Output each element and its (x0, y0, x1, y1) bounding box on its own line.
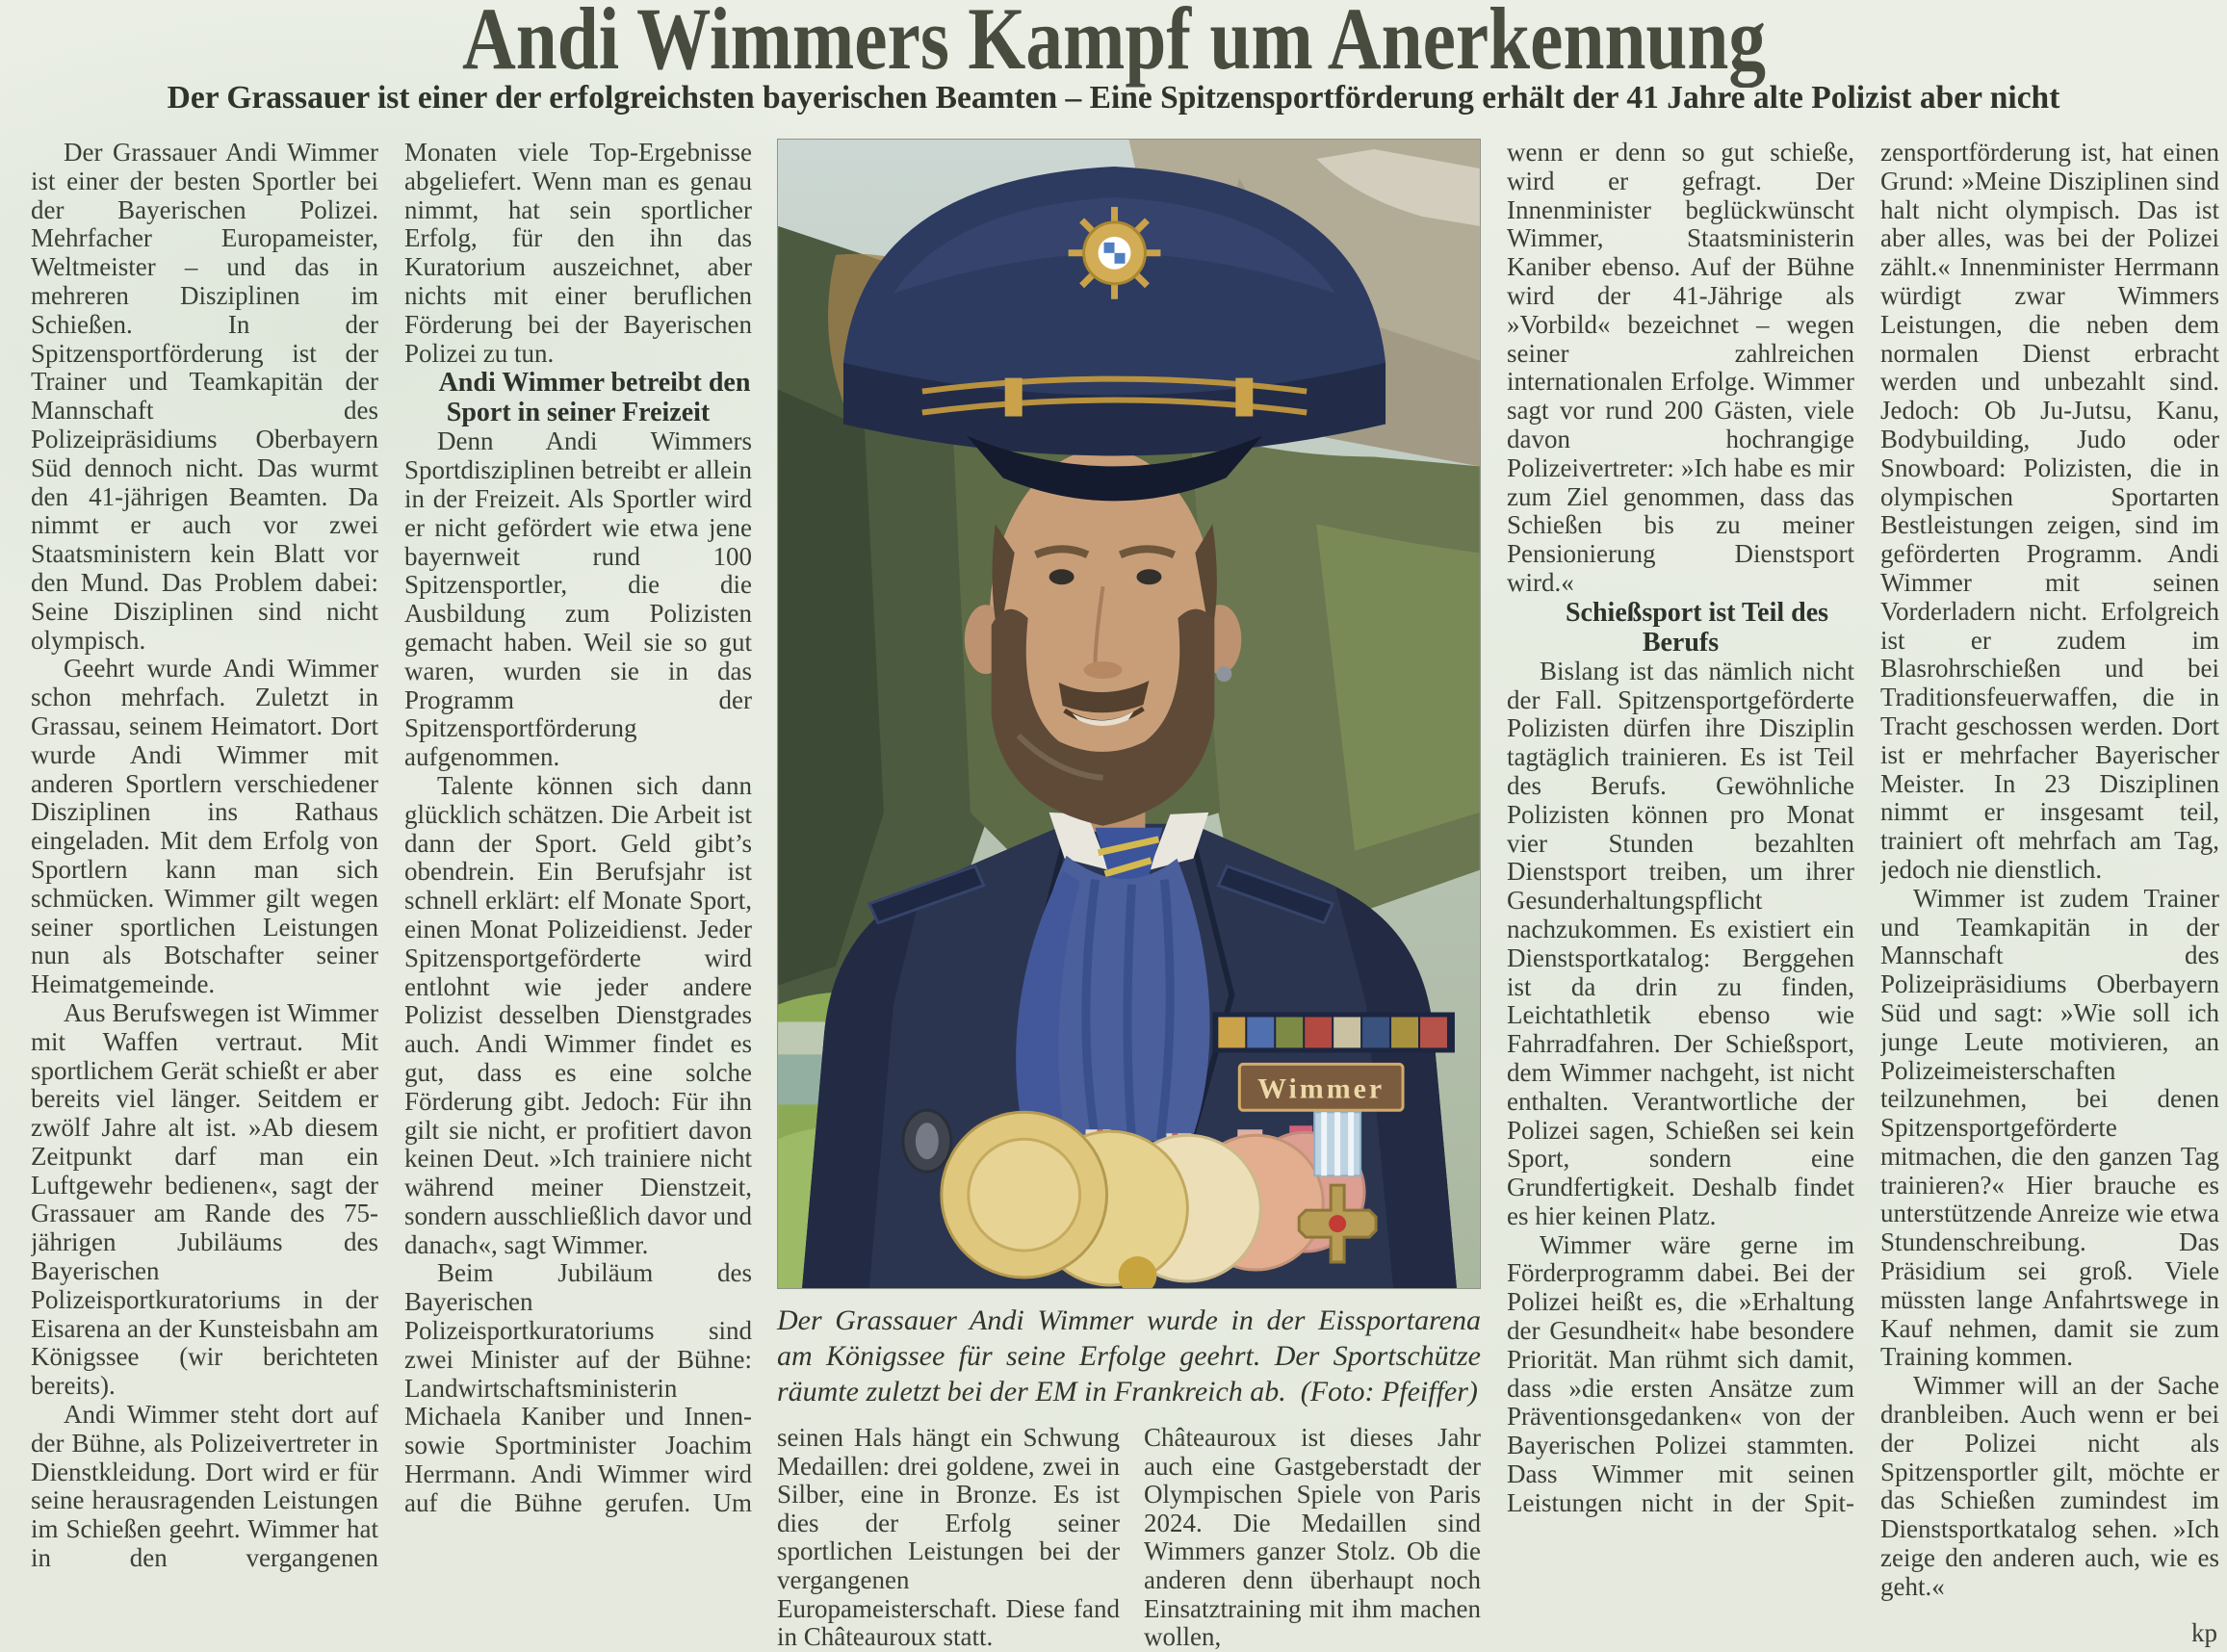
article-column-5 (1880, 139, 2219, 1652)
photo-caption (777, 1303, 1481, 1409)
body-paragraph: Der Grassauer Andi Wimmer ist einer der besten Sportler bei der Bayerischen Polizei. Mehrfacher Europameister, Weltmeister – und das in mehreren Disziplinen im Schießen. In der Spitzensportförderung ist der Trainer und Teamkapitän der Mannschaft des Polizeipräsidiums Oberbayern Süd dennoch nicht. Das wurmt den 41-jährigen Beamten. Da nimmt er auch vor zwei Staatsministern kein Blatt vor den Mund. Das Problem dabei: Seine Disziplinen sind nicht olympisch. (31, 139, 378, 655)
body-paragraph: wenn er denn so gut schieße, wird er gefragt. Der Innenminister beglückwünscht Wimmer, Staatsministerin Kaniber ebenso. Auf der Bühne wird der 41-Jährige als »Vorbild« bezeichnet – wegen seiner zahlreichen internationalen Erfolge. Wimmer sagt vor rund 200 Gästen, viele davon hochrangige Polizeivertreter: »Ich habe es mir zum Ziel genommen, dass das Schießen bis zu meiner Pensionierung Dienstsport wird.« (1507, 139, 1854, 597)
chest-badge (903, 1110, 951, 1172)
cap-badge-icon (1069, 207, 1161, 299)
name-tag (1239, 1064, 1403, 1110)
cord-slide (1235, 378, 1253, 417)
eye (1049, 569, 1075, 584)
photo-caption-text: Der Grassauer Andi Wimmer wurde in der Eissportarena am Königssee für seine Erfolge geehrt. Der Sportschütze räumte zuletzt bei der EM in Frankreich ab. (777, 1304, 1481, 1407)
article-column-3-right (1144, 1424, 1481, 1652)
page-title: Andi Wimmers Kampf um Anerkennung (461, 0, 1766, 88)
body-paragraph: Bislang ist das nämlich nicht der Fall. Spitzensportgeförderte Polizisten dürfen ihre Disziplin tagtäglich trainieren. Es ist Teil des Berufs. Gewöhnliche Polizisten können pro Monat vier Stunden bezahlten Dienstsport treiben, um ihrer Gesunderhaltungspflicht nachzukommen. Es existiert ein Dienstsportkatalog: Berggehen ist da drin zu finden, Leichtathletik ebenso wie Fahrradfahren. Der Schießsport, dem Wimmer nachgeht, ist nicht enthalten. Verantwortliche der Polizei sagen, Schießen sei kein Sport, sondern eine Grundfertigkeit. Deshalb findet es hier keinen Platz. (1507, 656, 1854, 1230)
body-paragraph: Talente können sich dann glücklich schätzen. Die Arbeit ist dann der Sport. Geld gibt’s obendrein. Ein Berufsjahr ist schnell erklärt: elf Monate Sport, einen Monat Polizeidienst. Jeder Spitzensportgeförderte wird entlohnt wie jeder andere Polizist desselben Dienstgrades auch. Andi Wimmer findet es gut, dass es eine solche Förderung gibt. Jedoch: Für ihn gilt sie nicht, er profitiert davon keinen Deut. »Ich trainiere nicht während meiner Dienstzeit, sondern ausschließlich davor und danach«, sagt Wimmer. (404, 770, 752, 1259)
article-photo (777, 139, 1481, 1289)
body-paragraph: Aus Berufswegen ist Wimmer mit Waffen vertraut. Mit sportlichem Gerät schießt er aber bereits viel länger. Seitdem er zwölf Jahre alt ist. »Ab diesem Zeitpunkt darf man ein Luftgewehr bedienen«, sagt der Grassauer am Rande des 75-jährigen Jubiläums des Bayerischen Polizeisportkuratoriums in der Eisarena an der Kunsteisbahn am Königssee (wir berichteten bereits). (31, 997, 378, 1401)
body-paragraph: Monaten viele Top-Ergebnisse abgeliefert. Wenn man es genau nimmt, hat sein sportlicher Erfolg, für den ihn das Kuratorium auszeichnet, aber nichts mit einer beruflichen Förderung bei der Bayerischen Polizei zu tun. (404, 139, 752, 368)
name-tag-label: Wimmer (1257, 1072, 1385, 1105)
article-column-4 (1507, 139, 1854, 1652)
body-paragraph: zensportförderung ist, hat einen Grund: »Meine Disziplinen sind halt nicht olympisch. Das ist aber alles, was bei der Polizei zählt.« Innenminister Herrmann würdigt zwar Wimmers Leistungen, die neben dem normalen Dienst erbracht werden und unbezahlt sind. Jedoch: Ob Ju-Jutsu, Kanu, Bodybuilding, Judo oder Snowboard: Polizisten, die in olympischen Sportarten Bestleistungen zeigen, sind im geförderten Programm. Andi Wimmer mit seinen Vorderladern nicht. Erfolgreich ist er zudem im Blasrohrschießen und bei Traditionsfeuerwaffen, die in Tracht geschossen werden. Dort ist er mehrfacher Bayerischer Meister. In 23 Disziplinen nimmt er insgesamt teil, trainiert oft mehrfach am Tag, jedoch nie dienstlich. (1880, 139, 2219, 884)
section-subhead: Andi Wimmer betreibt den Sport in seiner Freizeit (438, 368, 751, 428)
body-paragraph: Wimmer will an der Sache dranbleiben. Auch wenn er bei der Polizei nicht als Spitzensportler gilt, möchte er das Schießen zumindest im Dienstsportkatalog sehen. »Ich zeige den anderen auch, wie es geht.« (1880, 1371, 2219, 1601)
section-subhead: Schießsport ist Teil des Berufs (1565, 597, 1829, 658)
eye (1136, 569, 1161, 584)
nose-tip (1084, 661, 1123, 679)
ribbon-bar (1212, 1012, 1455, 1052)
cord-slide (1005, 378, 1023, 417)
article-column-3-left (777, 1424, 1120, 1652)
article-column-1 (31, 139, 378, 1652)
body-paragraph: Denn Andi Wimmers Sportdisziplinen betreibt er allein in der Freizeit. Als Sportler wird er nicht gefördert wie etwa jene bayernweit rund 100 Spitzensportler, die die Ausbildung zum Polizisten gemacht haben. Weil sie so gut waren, wurden sie in das Programm der Spitzensportförderung aufgenommen. (404, 426, 752, 772)
body-paragraph: seinen Hals hängt ein Schwung Medaillen: drei goldene, zwei in Silber, eine in Bronze. Es ist dies der Erfolg seiner sportlichen Leistungen bei der vergangenen Europameisterschaft. Diese fand in Châteauroux statt. (777, 1424, 1120, 1652)
earring-icon (1216, 666, 1231, 682)
page-subtitle: Der Grassauer ist einer der erfolgreichsten bayerischen Beamten – Eine Spitzensportförderung erhält der 41 Jahre alte Polizist aber nicht (167, 80, 2060, 116)
body-paragraph: Geehrt wurde Andi Wimmer schon mehrfach. Zuletzt in Grassau, seinem Heimatort. Dort wurde Andi Wimmer mit anderen Sportlern verschiedener Disziplinen ins Rathaus eingeladen. Mit dem Erfolg von Sportlern kann man sich schmücken. Wimmer gilt wegen seiner sportlichen Leistungen nun als Botschafter seiner Heimatgemeinde. (31, 654, 378, 999)
article-column-2 (404, 139, 752, 1652)
body-paragraph: Wimmer wäre gerne im Förderprogramm dabei. Bei der Polizei heißt es, die »Erhaltung der Gesundheit« habe besondere Priorität. Man rühmt sich damit, dass »die ersten Ansätze zum Präventionsgedanken« von der Bayerischen Polizei stammten. Dass Wimmer mit seinen Leistungen nicht in der Spit- (1507, 1229, 1854, 1517)
photo-credit: (Foto: Pfeiffer) (1300, 1376, 1478, 1407)
body-paragraph: Andi Wimmer steht dort auf der Bühne, als Polizeivertreter in Dienstkleidung. Dort wird er für seine herausragenden Leistungen im Schießen geehrt. Wimmer hat in den vergangenen (31, 1400, 378, 1573)
body-paragraph: Beim Jubiläum des Bayerischen Polizeisportkuratoriums sind zwei Minister auf der Bühne: Landwirtschaftsministerin Michaela Kaniber und Innen- sowie Sportminister Joachim Herrmann. Andi Wimmer wird auf die Bühne gerufen. Um (404, 1258, 752, 1517)
author-initials: kp (2191, 1618, 2217, 1648)
body-paragraph: Wimmer ist zudem Trainer und Teamkapitän in der Mannschaft des Polizeipräsidiums Oberbayern Süd und sagt: »Wie soll ich junge Leute motivieren, an Polizeimeisterschaften teilzunehmen, bei denen Spitzensportgeförderte mitmachen, die den ganzen Tag trainieren?« Hier brauche es unterstützende Anreize wie etwa Stundenschreibung. Das Präsidium sei groß. Viele müssten lange Anfahrtswege in Kauf nehmen, damit sie zum Training kommen. (1880, 883, 2219, 1372)
body-paragraph: Châteauroux ist dieses Jahr auch eine Gastgeberstadt der Olympischen Spiele von Paris 2024. Die Medaillen sind Wimmers ganzer Stolz. Ob die anderen denn überhaupt noch Einsatztraining mit ihm machen wollen, (1144, 1424, 1481, 1652)
